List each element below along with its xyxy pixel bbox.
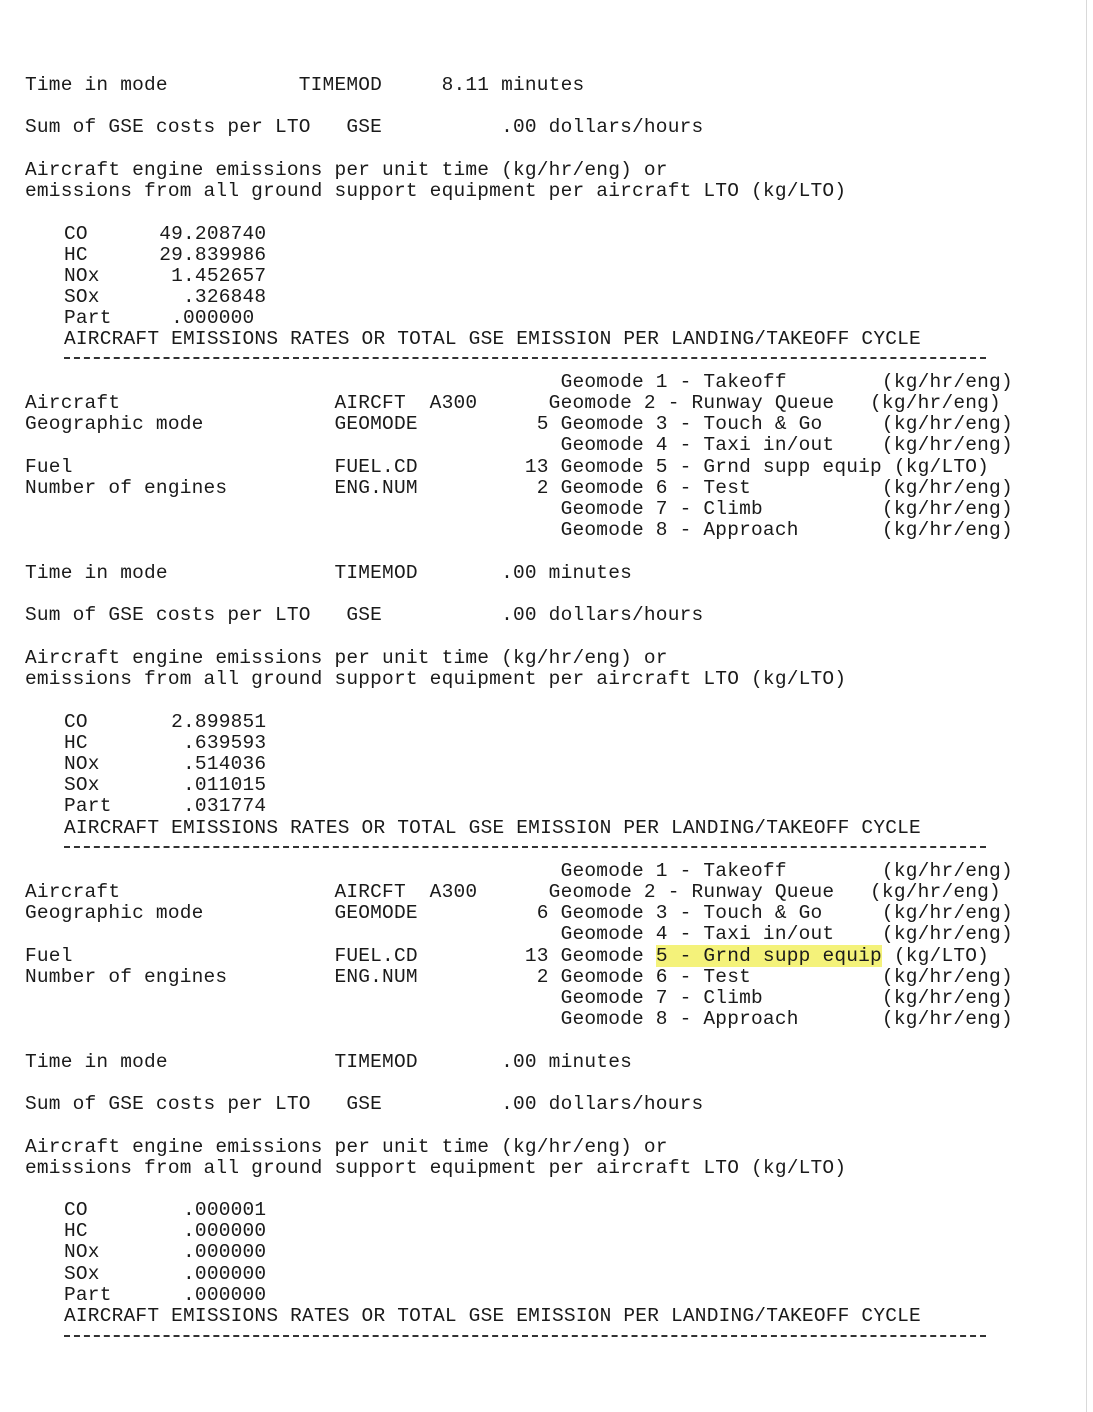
geomode-line: Geomode 8 - Approach (kg/hr/eng)	[25, 519, 1013, 541]
fuel-line: Fuel FUEL.CD 13 Geomode 5 - Grnd supp equip (kg/LTO)	[25, 456, 990, 478]
engines-line: Number of engines ENG.NUM 2 Geomode 6 - Test (kg/hr/eng)	[25, 477, 1013, 499]
emissions-desc-line: emissions from all ground support equipment per aircraft LTO (kg/LTO)	[25, 180, 847, 202]
emission-row-nox: NOx 1.452657	[64, 265, 267, 287]
dashed-rule	[64, 846, 986, 848]
geographic-mode-line: Geographic mode GEOMODE 5 Geomode 3 - Touch & Go (kg/hr/eng)	[25, 413, 1013, 435]
section-heading: AIRCRAFT EMISSIONS RATES OR TOTAL GSE EMISSION PER LANDING/TAKEOFF CYCLE	[64, 1305, 921, 1327]
emission-row-hc: HC 29.839986	[64, 244, 267, 266]
emission-row-part: Part .000000	[64, 1284, 267, 1306]
geomode-line: Geomode 1 - Takeoff (kg/hr/eng)	[25, 371, 1013, 393]
page-edge	[1086, 0, 1087, 1412]
section-heading: AIRCRAFT EMISSIONS RATES OR TOTAL GSE EMISSION PER LANDING/TAKEOFF CYCLE	[64, 817, 921, 839]
emissions-desc-line: Aircraft engine emissions per unit time (kg/hr/eng) or	[25, 159, 668, 181]
emission-row-part: Part .000000	[64, 307, 255, 329]
dashed-rule	[64, 1335, 986, 1337]
highlighted-text: 5 - Grnd supp equip	[655, 945, 882, 967]
section-heading: AIRCRAFT EMISSIONS RATES OR TOTAL GSE EMISSION PER LANDING/TAKEOFF CYCLE	[64, 328, 921, 350]
emissions-desc-line: Aircraft engine emissions per unit time (kg/hr/eng) or	[25, 647, 668, 669]
gse-cost-line: Sum of GSE costs per LTO GSE .00 dollars/hours	[25, 604, 704, 626]
emission-row-sox: SOx .011015	[64, 774, 267, 796]
fuel-line	[25, 946, 989, 967]
emissions-desc-line: emissions from all ground support equipment per aircraft LTO (kg/LTO)	[25, 668, 847, 690]
emission-row-hc: HC .000000	[64, 1220, 267, 1242]
engines-line: Number of engines ENG.NUM 2 Geomode 6 - Test (kg/hr/eng)	[25, 966, 1013, 988]
emissions-desc-line: Aircraft engine emissions per unit time (kg/hr/eng) or	[25, 1136, 668, 1158]
emission-row-nox: NOx .000000	[64, 1241, 267, 1263]
dashed-rule	[64, 357, 986, 359]
geomode-line: Geomode 8 - Approach (kg/hr/eng)	[25, 1008, 1013, 1030]
time-in-mode-line: Time in mode TIMEMOD 8.11 minutes	[25, 74, 585, 96]
gse-cost-line: Sum of GSE costs per LTO GSE .00 dollars/hours	[25, 1093, 704, 1115]
emission-row-co: CO 2.899851	[64, 711, 267, 733]
emission-row-part: Part .031774	[64, 795, 267, 817]
emission-row-hc: HC .639593	[64, 732, 267, 754]
geomode-line: Geomode 1 - Takeoff (kg/hr/eng)	[25, 860, 1013, 882]
emission-row-co: CO 49.208740	[64, 223, 267, 245]
geomode-line: Geomode 7 - Climb (kg/hr/eng)	[25, 498, 1013, 520]
time-in-mode-line: Time in mode TIMEMOD .00 minutes	[25, 1051, 632, 1073]
geomode-line: Geomode 4 - Taxi in/out (kg/hr/eng)	[25, 434, 1013, 456]
fuel-line-suffix: (kg/LTO)	[881, 945, 990, 967]
emissions-desc-line: emissions from all ground support equipment per aircraft LTO (kg/LTO)	[25, 1157, 847, 1179]
geomode-line: Geomode 7 - Climb (kg/hr/eng)	[25, 987, 1013, 1009]
emission-row-co: CO .000001	[64, 1199, 267, 1221]
fuel-line-prefix: Fuel FUEL.CD 13 Geomode	[25, 945, 656, 967]
emission-row-sox: SOx .000000	[64, 1263, 267, 1285]
time-in-mode-line: Time in mode TIMEMOD .00 minutes	[25, 562, 632, 584]
gse-cost-line: Sum of GSE costs per LTO GSE .00 dollars/hours	[25, 116, 704, 138]
aircraft-line: Aircraft AIRCFT A300 Geomode 2 - Runway Queue (kg/hr/eng)	[25, 881, 1001, 903]
emission-row-sox: SOx .326848	[64, 286, 267, 308]
geographic-mode-line: Geographic mode GEOMODE 6 Geomode 3 - Touch & Go (kg/hr/eng)	[25, 902, 1013, 924]
aircraft-line: Aircraft AIRCFT A300 Geomode 2 - Runway Queue (kg/hr/eng)	[25, 392, 1001, 414]
geomode-line: Geomode 4 - Taxi in/out (kg/hr/eng)	[25, 923, 1013, 945]
emission-row-nox: NOx .514036	[64, 753, 267, 775]
